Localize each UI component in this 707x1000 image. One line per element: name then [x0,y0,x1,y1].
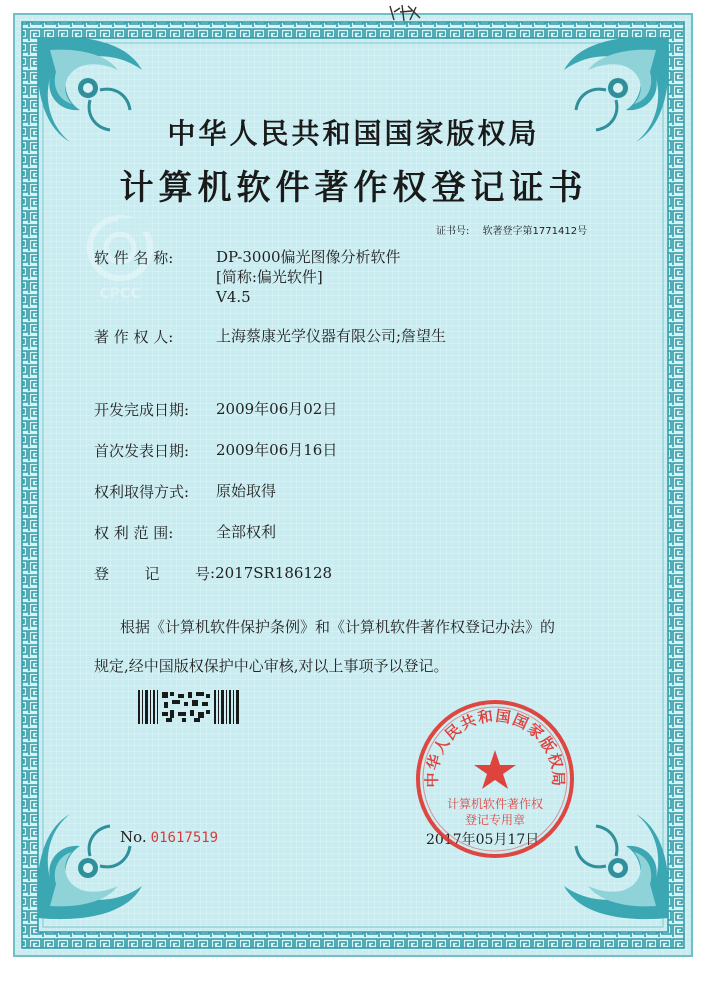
rights-scope-label: 权 利 范 围: [94,524,174,542]
certificate-number-value: 软著登字第1771412号 [482,226,588,237]
serial-number-value: 01617519 [150,830,219,846]
certificate-title: 计算机软件著作权登记证书 [119,168,588,208]
certificate-number [436,222,587,237]
field-first-publish-date [94,440,337,461]
acquisition-method-label: 权利取得方式: [94,483,190,501]
completion-date-label: 开发完成日期: [94,401,190,419]
field-registration-number [94,563,332,584]
certificate-number-label: 证书号: [436,226,470,237]
copyright-holder-label: 著 作 权 人: [94,328,174,346]
software-name-line-1: DP-3000偏光图像分析软件 [216,248,401,266]
field-acquisition-method [94,481,276,502]
statement-line-2: 规定,经中国版权保护中心审核,对以上事项予以登记。 [94,657,449,675]
software-name-value [216,247,401,307]
svg-text:CPCC: CPCC [99,286,141,302]
field-software-name [94,247,401,307]
issue-date: 2017年05月17日 [426,832,540,848]
barcode [138,690,242,724]
copyright-holder-value: 上海蔡康光学仪器有限公司;詹望生 [216,327,447,345]
first-publish-date-label: 首次发表日期: [94,442,190,460]
first-publish-date-value: 2009年06月16日 [216,441,338,459]
serial-number [120,828,218,846]
field-rights-scope [94,522,276,543]
registration-number-label [94,563,216,584]
serial-number-label: No. [120,828,147,846]
registration-number-text: 2017SR186128 [215,564,333,582]
software-name-label: 软 件 名 称: [94,249,174,267]
svg-text:计算机软件著作权: 计算机软件著作权 [446,797,544,811]
authority-title: 中华人民共和国国家版权局 [167,117,540,150]
field-completion-date [94,399,337,420]
corner-ornament-bottom-left [30,808,148,926]
statement-line-1: 根据《计算机软件保护条例》和《计算机软件著作权登记办法》的 [120,618,556,636]
registration-label-char-3: 号 [194,565,210,583]
acquisition-method-value: 原始取得 [216,482,277,500]
registration-number-value: :2017SR186128 [210,564,333,582]
official-red-seal [414,698,576,860]
software-name-line-2: [简称:偏光软件] [216,268,323,286]
svg-text:登记专用章: 登记专用章 [464,813,526,827]
registration-label-char-1: 登 [94,565,110,583]
svg-text:中华人民共和国国家版权局: 中华人民共和国国家版权局 [422,706,568,788]
software-name-line-3: V4.5 [216,288,251,306]
handwritten-mark [386,2,426,24]
completion-date-value: 2009年06月02日 [216,400,338,418]
registration-label-char-2: 记 [144,565,160,583]
rights-scope-value: 全部权利 [216,523,277,541]
field-copyright-holder [94,326,446,347]
